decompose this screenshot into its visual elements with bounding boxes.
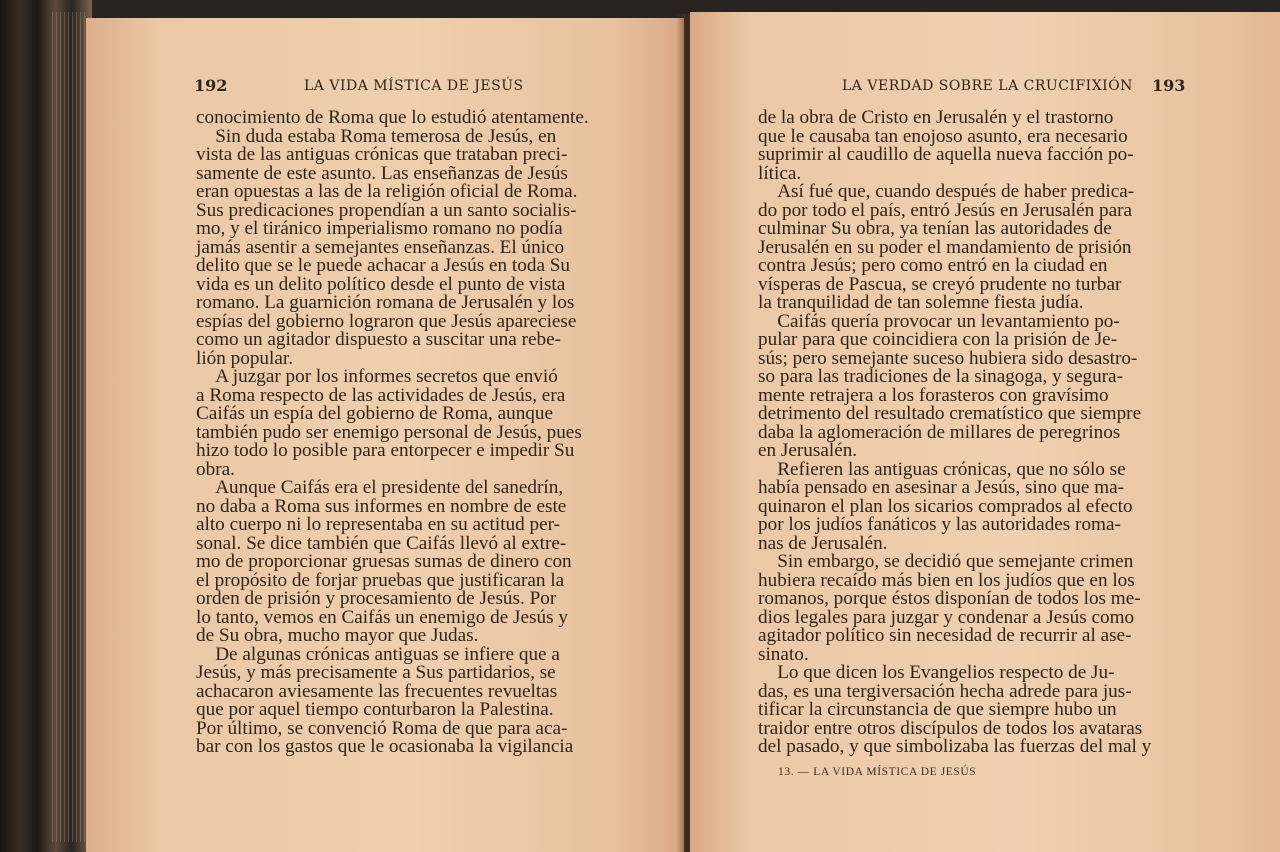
text-line: De algunas crónicas antiguas se infiere que a <box>196 643 560 665</box>
text-line: había pensado en asesinar a Jesús, sino que ma- <box>758 477 1125 498</box>
text-line: culminar Su obra, ya tenían las autoridades de <box>758 218 1112 239</box>
text-line: eran opuestas a las de la religión oficial de Roma. <box>196 181 578 202</box>
text-line: Jesús, y más precisamente a Sus partidarios, se <box>196 662 556 683</box>
text-line: lo tanto, vemos en Caifás un enemigo de Jesús y <box>196 606 568 628</box>
left-running-head: LA VIDA MÍSTICA DE JESÚS <box>304 78 524 94</box>
page-edges <box>52 12 88 842</box>
text-line: Jerusalén en su poder el mandamiento de prisión <box>758 236 1132 258</box>
signature-mark: 13. — LA VIDA MÍSTICA DE JESÚS <box>778 766 977 778</box>
text-line: das, es una tergiversación hecha adrede para jus- <box>758 680 1132 702</box>
text-line: agitador político sin necesidad de recurrir al ase- <box>758 625 1132 646</box>
text-line: traidor entre otros discípulos de todos los avataras <box>758 717 1143 739</box>
text-line: Sus predicaciones propendían a un santo socialis- <box>196 199 577 221</box>
text-line: vida es un delito político desde el punto de vista <box>196 273 566 295</box>
text-line: que por aquel tiempo conturbaron la Palestina. <box>196 699 554 720</box>
text-line: Por último, se convenció Roma de que para aca- <box>196 717 568 739</box>
text-line: tificar la circunstancia de que siempre hubo un <box>758 699 1117 720</box>
right-body-text <box>758 109 1268 757</box>
text-line: el propósito de forjar pruebas que justificaran la <box>196 569 565 591</box>
text-line: sinato. <box>758 643 809 665</box>
text-line: no daba a Roma sus informes en nombre de este <box>196 495 567 517</box>
text-line: hizo todo lo posible para entorpecer e impedir Su <box>196 440 575 461</box>
text-line: A juzgar por los informes secretos que envió <box>196 366 558 387</box>
text-line: Aunque Caifás era el presidente del sanedrín, <box>196 477 564 498</box>
text-line: Refieren las antiguas crónicas, que no sólo se <box>758 458 1126 480</box>
text-line: delito que se le puede achacar a Jesús en toda Su <box>196 255 571 276</box>
text-line: achacaron aviesamente las frecuentes revueltas <box>196 680 558 702</box>
text-line: bar con los gastos que le ocasionaba la vigilancia <box>196 736 574 757</box>
text-line: Sin embargo, se decidió que semejante crimen <box>758 551 1134 572</box>
text-line: quinaron el plan los sicarios comprados al efecto <box>758 495 1133 517</box>
text-line: en Jerusalén. <box>758 440 858 461</box>
text-line: romanos, porque éstos disponían de todos los me- <box>758 588 1141 609</box>
text-line: también pudo ser enemigo personal de Jesús, pues <box>196 421 582 443</box>
text-line: pular para que coincidiera con la prisión de Je- <box>758 329 1118 350</box>
text-line: vista de las antiguas crónicas que trataban preci- <box>196 144 568 165</box>
text-line: Lo que dicen los Evangelios respecto de Ju- <box>758 662 1115 683</box>
text-line: de Su obra, mucho mayor que Judas. <box>196 625 479 646</box>
text-line: lión popular. <box>196 347 293 369</box>
text-line: mo, y el tiránico imperialismo romano no podía <box>196 218 563 239</box>
text-line: la tranquilidad de tan solemne fiesta judía. <box>758 292 1084 313</box>
text-line: mente retrajera a los forasteros con gravísimo <box>758 384 1109 406</box>
text-line: del pasado, y que simbolizaba las fuerzas del mal y <box>758 736 1152 757</box>
text-line: como un agitador dispuesto a suscitar una rebe- <box>196 329 561 350</box>
text-line: vísperas de Pascua, se creyó prudente no turbar <box>758 273 1122 295</box>
right-running-head: LA VERDAD SOBRE LA CRUCIFIXIÓN <box>842 78 1133 94</box>
text-line: so para las tradiciones de la sinagoga, y segura- <box>758 366 1123 387</box>
text-line: dios legales para juzgar y condenar a Jesús como <box>758 606 1135 628</box>
text-line: que le causaba tan enojoso asunto, era necesario <box>758 125 1128 147</box>
text-line: Caifás un espía del gobierno de Roma, aunque <box>196 403 554 424</box>
left-page <box>86 18 684 852</box>
text-line: samente de este asunto. Las enseñanzas de Jesús <box>196 162 568 184</box>
left-body-text <box>196 109 716 757</box>
text-line: detrimento del resultado crematístico que siempre <box>758 403 1142 424</box>
text-line: romano. La guarnición romana de Jerusalén y los <box>196 292 575 313</box>
text-line: de la obra de Cristo en Jerusalén y el trastorno <box>758 107 1114 128</box>
text-line: hubiera recaído más bien en los judíos que en los <box>758 569 1135 591</box>
right-page <box>690 12 1280 852</box>
text-line: Caifás quería provocar un levantamiento po- <box>758 310 1120 332</box>
text-line: Así fué que, cuando después de haber predica- <box>758 181 1135 202</box>
text-line: contra Jesús; pero como entró en la ciudad en <box>758 255 1108 276</box>
text-line: obra. <box>196 458 235 480</box>
text-line: lítica. <box>758 162 802 184</box>
text-line: sús; pero semejante suceso hubiera sido desastro- <box>758 347 1138 369</box>
text-line: a Roma respecto de las actividades de Jesús, era <box>196 384 566 406</box>
left-page-number: 192 <box>194 76 228 95</box>
text-line: conocimiento de Roma que lo estudió atentamente. <box>196 107 589 128</box>
text-line: alto cuerpo ni lo representaba en su actitud per- <box>196 514 561 535</box>
text-line: orden de prisión y procesamiento de Jesús. Por <box>196 588 557 609</box>
text-line: mo de proporcionar gruesas sumas de dinero con <box>196 551 572 572</box>
text-line: por los judíos fanáticos y las autoridades roma- <box>758 514 1121 535</box>
right-page-number: 193 <box>1152 76 1186 95</box>
text-line: espías del gobierno lograron que Jesús apareciese <box>196 310 577 332</box>
text-line: suprimir al caudillo de aquella nueva facción po- <box>758 144 1134 165</box>
text-line: do por todo el país, entró Jesús en Jerusalén para <box>758 199 1133 221</box>
text-line: sonal. Se dice también que Caifás llevó al extre- <box>196 532 567 554</box>
text-line: daba la aglomeración de millares de peregrinos <box>758 421 1121 443</box>
text-line: nas de Jerusalén. <box>758 532 888 554</box>
text-line: Sin duda estaba Roma temerosa de Jesús, en <box>196 125 557 147</box>
text-line: jamás asentir a semejantes enseñanzas. El único <box>196 236 565 258</box>
